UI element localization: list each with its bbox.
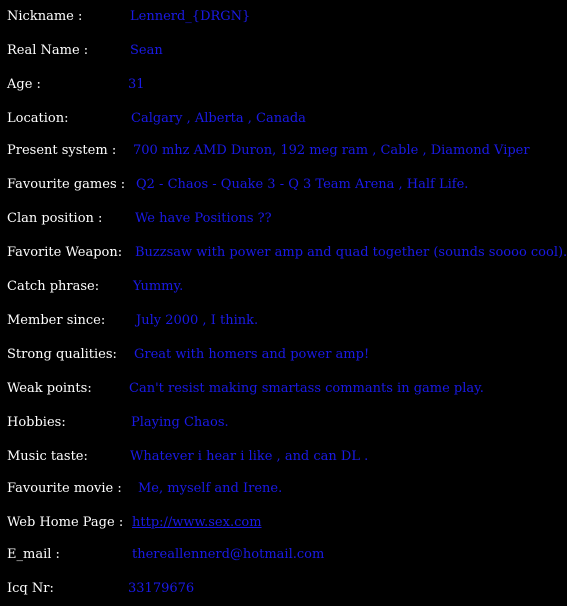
- web-home-page-link[interactable]: http://www.sex.com: [132, 515, 262, 530]
- row-location: [0, 111, 519, 131]
- strong-qualities-value: Great with homers and power amp!: [134, 347, 370, 362]
- favourite-movie-label: Favourite movie :: [7, 481, 122, 496]
- row-member-since: [0, 313, 519, 333]
- clan-position-value: We have Positions ??: [135, 211, 272, 226]
- row-web-home-page: [0, 515, 519, 535]
- row-catch-phrase: [0, 279, 519, 299]
- age-label: Age :: [7, 77, 41, 92]
- email-value: thereallennerd@hotmail.com: [132, 547, 325, 562]
- favourite-games-label: Favourite games :: [7, 177, 126, 192]
- icq-label: Icq Nr:: [7, 581, 54, 596]
- nickname-label: Nickname :: [7, 9, 83, 24]
- icq-value: 33179676: [128, 581, 195, 596]
- favorite-weapon-value: Buzzsaw with power amp and quad together (sounds soooo cool).: [135, 245, 567, 260]
- catch-phrase-value: Yummy.: [133, 279, 184, 294]
- favourite-movie-value: Me, myself and Irene.: [138, 481, 283, 496]
- row-real-name: [0, 43, 519, 63]
- row-strong-qualities: [0, 347, 519, 367]
- row-favourite-games: [0, 177, 519, 197]
- member-since-value: July 2000 , I think.: [136, 313, 259, 328]
- real-name-value: Sean: [130, 43, 163, 58]
- row-favourite-movie: [0, 481, 519, 501]
- favourite-games-value: Q2 - Chaos - Quake 3 - Q 3 Team Arena , Half Life.: [136, 177, 469, 192]
- music-taste-label: Music taste:: [7, 449, 88, 464]
- real-name-label: Real Name :: [7, 43, 89, 58]
- location-value: Calgary , Alberta , Canada: [131, 111, 306, 126]
- age-value: 31: [128, 77, 145, 92]
- row-email: [0, 547, 519, 567]
- member-since-label: Member since:: [7, 313, 106, 328]
- row-nickname: [0, 9, 519, 29]
- weak-points-label: Weak points:: [7, 381, 92, 396]
- clan-position-label: Clan position :: [7, 211, 103, 226]
- row-hobbies: [0, 415, 519, 435]
- present-system-label: Present system :: [7, 143, 117, 158]
- catch-phrase-label: Catch phrase:: [7, 279, 100, 294]
- row-present-system: [0, 143, 530, 163]
- row-age: [0, 77, 519, 97]
- nickname-value: Lennerd_{DRGN}: [130, 9, 251, 24]
- row-music-taste: [0, 449, 519, 469]
- email-label: E_mail :: [7, 547, 60, 562]
- row-icq: [0, 581, 519, 601]
- favorite-weapon-label: Favorite Weapon:: [7, 245, 123, 260]
- music-taste-value: Whatever i hear i like , and can DL .: [130, 449, 369, 464]
- row-favorite-weapon: [0, 245, 567, 265]
- location-label: Location:: [7, 111, 69, 126]
- strong-qualities-label: Strong qualities:: [7, 347, 117, 362]
- hobbies-label: Hobbies:: [7, 415, 66, 430]
- weak-points-value: Can't resist making smartass commants in game play.: [129, 381, 484, 396]
- row-weak-points: [0, 381, 519, 401]
- web-home-page-label: Web Home Page :: [7, 515, 124, 530]
- hobbies-value: Playing Chaos.: [131, 415, 229, 430]
- row-clan-position: [0, 211, 519, 231]
- present-system-value: 700 mhz AMD Duron, 192 meg ram , Cable , Diamond Viper: [133, 143, 530, 158]
